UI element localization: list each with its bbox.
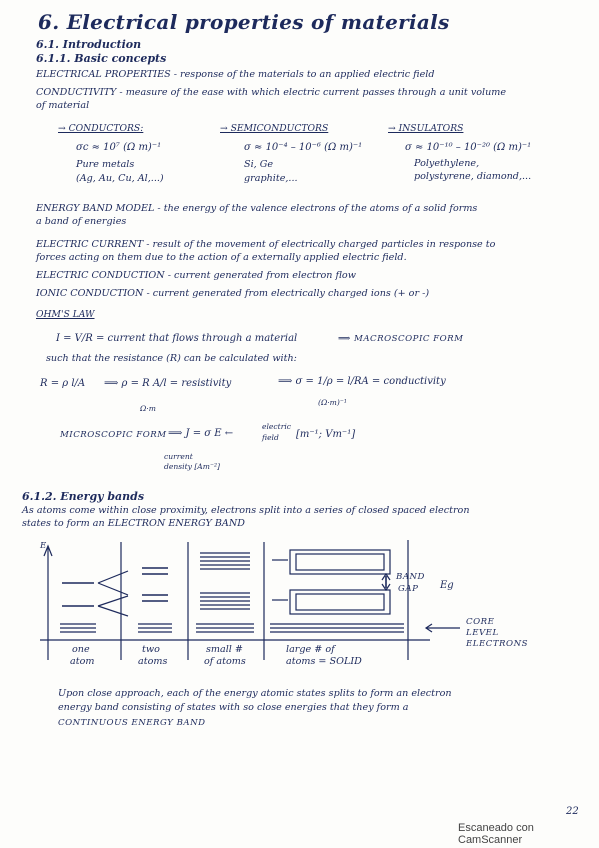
page-title: 6. Electrical properties of materials [38,10,450,34]
def-energy-band-model-line1: ENERGY BAND MODEL - the energy of the valence electrons of the atoms of a solid forms [36,203,478,214]
conclusion-line1: Upon close approach, each of the energy atomic states splits to form an electron [58,688,452,699]
insulators-label: → INSULATORS [388,123,464,134]
microscopic-units: [m⁻¹; Vm⁻¹] [296,429,356,440]
category-one-atom-2: atom [70,656,95,667]
section-intro-heading: 6.1. Introduction [36,38,142,51]
def-electric-conduction: ELECTRIC CONDUCTION - current generated from electron flow [36,270,356,281]
conductors-example-2: (Ag, Au, Cu, Al,...) [76,173,164,184]
core-level-label-2: LEVEL [466,628,499,638]
scanner-watermark: Escaneado con CamScanner [458,822,534,846]
band-gap-label-2: GAP [398,584,419,594]
resistance-equation: R = ρ l/A [40,378,86,389]
def-ionic-conduction: IONIC CONDUCTION - current generated from electrically charged ions (+ or -) [36,288,430,299]
energy-bands-desc-line1: As atoms come within close proximity, electrons split into a series of closed spaced electron [22,505,470,516]
def-electric-current-line1: ELECTRIC CURRENT - result of the movement of electrically charged particles in response to [36,239,496,250]
band-gap-label-1: BAND [396,572,425,582]
insulators-example-1: Polyethylene, [414,158,480,169]
ohms-law-heading: OHM'S LAW [36,309,95,320]
microscopic-equation: ⟹ J = σ E ← [168,428,234,439]
category-one-atom-1: one [72,644,90,655]
split-arrow [98,596,128,606]
semiconductors-example-1: Si, Ge [244,159,274,170]
core-level-label-1: CORE [466,617,495,627]
conductors-label: → CONDUCTORS: [58,123,144,134]
category-solid-2: atoms = SOLID [286,656,362,667]
category-small-atoms-2: of atoms [204,656,246,667]
def-conductivity-line2: of material [36,100,90,111]
energy-bands-heading: 6.1.2. Energy bands [22,490,145,503]
semiconductors-value: σ ≈ 10⁻⁴ – 10⁻⁶ (Ω m)⁻¹ [244,142,363,153]
band-gap-energy-label: Eg [440,580,454,591]
current-density-label-2: density [Am⁻²] [164,462,220,471]
energy-bands-desc-line2: states to form an ELECTRON ENERGY BAND [22,518,245,529]
conclusion-line2: energy band consisting of states with so close energies that they form a [58,702,409,713]
split-arrow [98,583,128,595]
microscopic-form-label: MICROSCOPIC FORM [60,430,167,440]
core-level-label-3: ELECTRONS [466,639,528,649]
section-basic-concepts-heading: 6.1.1. Basic concepts [36,52,167,65]
resistance-intro: such that the resistance (R) can be calculated with: [46,353,297,364]
def-conductivity-line1: CONDUCTIVITY - measure of the ease with which electric current passes through a unit volume [36,87,507,98]
category-small-atoms-1: small # [206,644,243,655]
current-density-label-1: current [164,452,193,461]
insulators-example-2: polystyrene, diamond,... [414,171,532,182]
valence-band-lower-inner [296,594,384,610]
conclusion-line3: CONTINUOUS ENERGY BAND [58,718,206,728]
conductivity-unit: (Ω·m)⁻¹ [318,398,347,407]
resistivity-unit: Ω·m [140,404,156,413]
page-number: 22 [566,806,579,817]
macroscopic-form-label: ⟹ MACROSCOPIC FORM [338,334,464,344]
insulators-value: σ ≈ 10⁻¹⁰ – 10⁻²⁰ (Ω m)⁻¹ [405,142,532,153]
conductivity-equation: ⟹ σ = 1/ρ = l/RA = conductivity [278,376,446,387]
category-two-atoms-1: two [142,644,160,655]
energy-axis-label: E [40,541,47,551]
conductors-value: σc ≈ 10⁷ (Ω m)⁻¹ [76,142,162,153]
resistivity-equation: ⟹ ρ = R A/l = resistivity [104,378,232,389]
split-arrow [98,571,128,583]
semiconductors-label: → SEMICONDUCTORS [220,123,329,134]
electric-field-label-1: electric [262,422,292,431]
def-energy-band-model-line2: a band of energies [36,216,127,227]
valence-band-upper-inner [296,554,384,570]
category-two-atoms-2: atoms [138,656,168,667]
def-electrical-properties: ELECTRICAL PROPERTIES - response of the materials to an applied electric field [36,69,435,80]
conductors-example-1: Pure metals [76,159,135,170]
ohms-law-equation: I = V/R = current that flows through a material [56,333,298,344]
semiconductors-example-2: graphite,... [244,173,298,184]
split-arrow [98,606,128,616]
electric-field-label-2: field [262,433,279,442]
category-solid-1: large # of [286,644,335,655]
def-electric-current-line2: forces acting on them due to the action of a externally applied electric field. [36,252,407,263]
